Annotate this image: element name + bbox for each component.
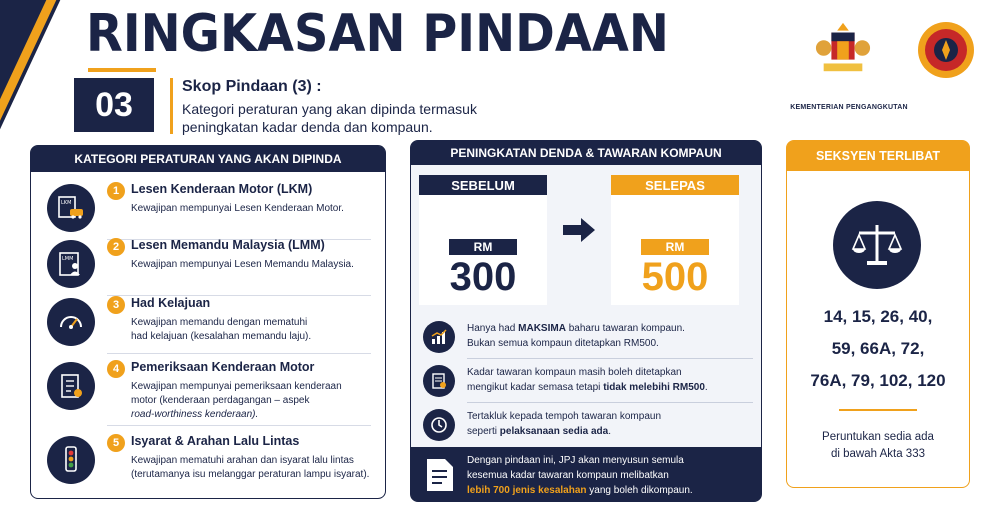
item-description: Kewajipan mempunyai Lesen Memandu Malaysia. [131, 259, 354, 270]
page-title: RINGKASAN PINDAAN [86, 4, 669, 64]
divider [839, 409, 917, 411]
category-panel [30, 145, 386, 499]
svg-text:LKM: LKM [61, 200, 72, 206]
corner-decoration [0, 0, 65, 140]
item-description: Kewajipan memandu dengan mematuhi had kelajuan (kesalahan memandu laju). [131, 317, 312, 342]
logos [790, 18, 990, 111]
sections-panel-heading: SEKSYEN TERLIBAT [787, 141, 969, 171]
fine-panel [410, 140, 762, 502]
before-value: 300 [449, 255, 517, 299]
coat-of-arms-icon [814, 18, 872, 78]
category-item [31, 430, 385, 492]
item-description: Kewajipan mempunyai Lesen Kenderaan Motor. [131, 203, 344, 214]
divider [107, 425, 371, 426]
before-box [419, 175, 547, 305]
item-number: 2 [107, 238, 125, 256]
growth-chart-icon [423, 321, 455, 353]
currency-tag: RM [449, 239, 517, 255]
title-underline [88, 68, 156, 72]
info-row [423, 361, 753, 401]
info-text: Tertakluk kepada tempoh tawaran kompaun seperti pelaksanaan sedia ada. [467, 411, 662, 437]
document-icon [425, 457, 455, 493]
item-description: Kewajipan mempunyai pemeriksaan kenderaan motor (kenderaan perdagangan – aspek road-worthiness kenderaan). [131, 381, 342, 420]
scope-description: Kategori peraturan yang akan dipinda termasuk peningkatan kadar denda dan kompaun. [182, 101, 477, 135]
checklist-icon [47, 362, 95, 410]
scope-divider [170, 78, 173, 134]
item-number: 1 [107, 182, 125, 200]
item-title: Lesen Memandu Malaysia (LMM) [131, 238, 325, 252]
footer-text: Dengan pindaan ini, JPJ akan menyusun semula kesemua kadar tawaran kompaun melibatkan lebih 700 jenis kesalahan yang boleh dikompaun. [467, 455, 693, 496]
before-label: SEBELUM [419, 175, 547, 195]
info-text: Kadar tawaran kompaun masih boleh ditetapkan mengikut kadar semasa tetapi tidak melebihi RM500. [467, 367, 708, 393]
info-row [423, 405, 753, 445]
sections-note: Peruntukan sedia ada di bawah Akta 333 [822, 431, 934, 460]
item-number: 3 [107, 296, 125, 314]
scope-title: Skop Pindaan (3) : [182, 78, 322, 95]
ministry-label: KEMENTERIAN PENGANGKUTAN [790, 104, 908, 111]
category-item [31, 178, 385, 240]
item-title: Lesen Kenderaan Motor (LKM) [131, 182, 313, 196]
divider [467, 358, 753, 359]
jpj-logo-icon [916, 20, 976, 80]
clock-icon [423, 409, 455, 441]
item-number: 5 [107, 434, 125, 452]
scales-of-justice-icon [833, 201, 921, 289]
fine-panel-heading: PENINGKATAN DENDA & TAWARAN KOMPAUN [411, 141, 761, 165]
divider [467, 402, 753, 403]
category-panel-heading: KATEGORI PERATURAN YANG AKAN DIPINDA [31, 146, 385, 172]
category-item [31, 292, 385, 354]
after-label: SELEPAS [611, 175, 739, 195]
svg-text:LMM: LMM [62, 256, 74, 262]
item-description: Kewajipan mematuhi arahan dan isyarat lalu lintas (terutamanya isu melanggar peraturan lampu isyarat). [131, 455, 370, 480]
arrow-right-icon [561, 217, 597, 243]
item-title: Pemeriksaan Kenderaan Motor [131, 360, 315, 374]
speedometer-icon [47, 298, 95, 346]
after-box [611, 175, 739, 305]
traffic-light-icon [47, 436, 95, 484]
fine-panel-footer [411, 447, 761, 501]
currency-tag: RM [641, 239, 709, 255]
info-row [423, 317, 753, 357]
sections-list: 14, 15, 26, 40, 59, 66A, 72, 76A, 79, 102, 120 [810, 307, 946, 390]
after-value: 500 [641, 255, 709, 299]
info-text: Hanya had MAKSIMA baharu tawaran kompaun. Bukan semua kompaun ditetapkan RM500. [467, 323, 685, 349]
driving-license-icon [47, 240, 95, 288]
sections-panel [786, 140, 970, 488]
document-check-icon [423, 365, 455, 397]
category-item [31, 356, 385, 426]
license-car-icon [47, 184, 95, 232]
item-title: Isyarat & Arahan Lalu Lintas [131, 434, 300, 448]
section-number: 03 [74, 78, 154, 132]
category-item [31, 234, 385, 296]
item-title: Had Kelajuan [131, 296, 211, 310]
item-number: 4 [107, 360, 125, 378]
divider [107, 353, 371, 354]
